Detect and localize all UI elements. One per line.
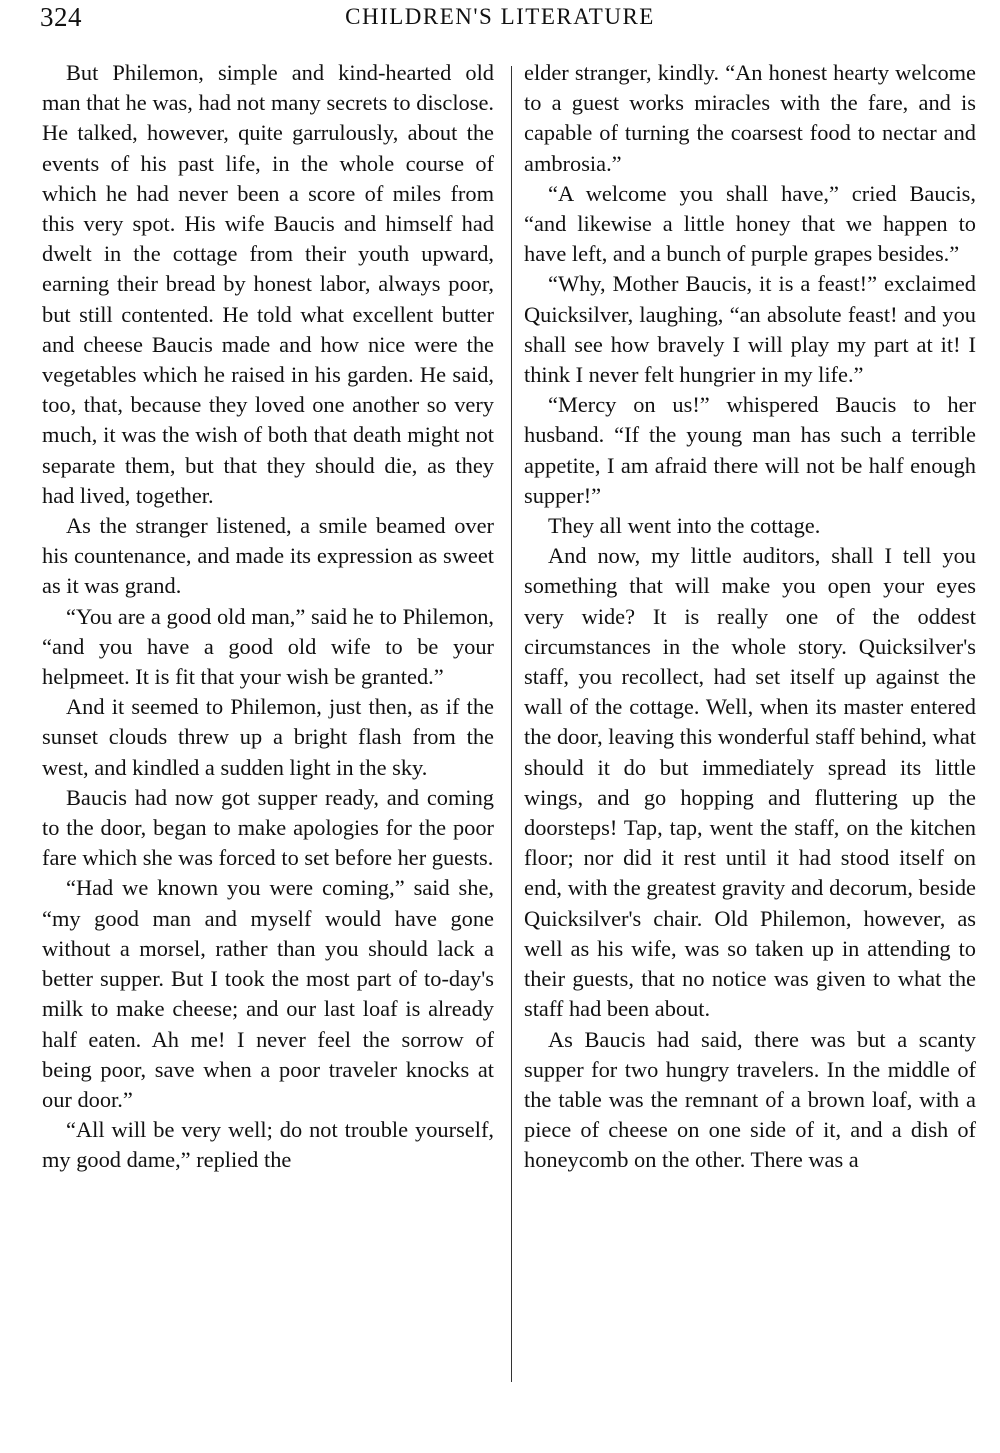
column-divider xyxy=(511,66,512,1382)
paragraph: Baucis had now got supper ready, and coming to the door, began to make apologies for the poor fare which she was forced to set before her guests. xyxy=(42,784,494,871)
paragraph: “Mercy on us!” whispered Baucis to her husband. “If the young man has such a terrible appetite, I am afraid there will not be half enough supper!” xyxy=(524,392,976,508)
left-column xyxy=(42,58,494,1176)
running-title: CHILDREN'S LITERATURE xyxy=(345,4,655,29)
paragraph: As Baucis had said, there was but a scanty supper for two hungry travelers. In the middle of the table was the remnant of a brown loaf, with a piece of cheese on one side of it, and a dish of honeycomb on the other. There was a xyxy=(524,1026,976,1173)
paragraph: As the stranger listened, a smile beamed over his countenance, and made its expression as sweet as it was grand. xyxy=(42,513,494,599)
paragraph: “You are a good old man,” said he to Philemon, “and you have a good old wife to be your helpmeet. It is fit that your wish be granted.” xyxy=(42,603,494,690)
paragraph: They all went into the cottage. xyxy=(548,513,821,539)
right-column xyxy=(524,58,976,1176)
paragraph: “All will be very well; do not trouble yourself, my good dame,” replied the xyxy=(42,1117,494,1173)
paragraph: But Philemon, simple and kind-hearted old man that he was, had not many secrets to disclose. He talked, however, quite garrulously, about the events of his past life, in the whole course of which he had never been a score of miles from this very spot. His wife Baucis and himself had dwelt in the cottage from their youth upward, earning their bread by honest labor, always poor, but still contented. He told what excellent butter and cheese Baucis made and how nice were the vegetables which he raised in his garden. He said, too, that, because they loved one another so very much, it was the wish of both that death might not separate them, but that they should die, as they had lived, together. xyxy=(42,60,494,508)
paragraph-continuation: elder stranger, kindly. “An honest hearty welcome to a guest works miracles with the fare, and is capable of turning the coarsest food to nectar and ambrosia.” xyxy=(524,60,976,176)
paragraph: And it seemed to Philemon, just then, as if the sunset clouds threw up a bright flash from the west, and kindled a sudden light in the sky. xyxy=(42,694,494,780)
paragraph: And now, my little auditors, shall I tell you something that will make you open your eyes very wide? It is really one of the oddest circumstances in the whole story. Quicksilver's staff, you recollect, had set itself up against the wall of the cottage. Well, when its master entered the door, leaving this wonderful staff behind, what should it do but immediately spread its little wings, and go hopping and fluttering up the doorsteps! Tap, tap, went the staff, on the kitchen floor; nor did it rest until it had stood itself on end, with the greatest gravity and decorum, beside Quicksilver's chair. Old Philemon, however, as well as his wife, was so taken up in attending to their guests, that no notice was given to what the staff had been about. xyxy=(524,543,976,1022)
paragraph: “A welcome you shall have,” cried Baucis, “and likewise a little honey that we happen to have left, and a bunch of purple grapes besides.” xyxy=(524,180,976,267)
page-number: 324 xyxy=(40,2,82,32)
paragraph: “Had we known you were coming,” said she, “my good man and myself would have gone without a morsel, rather than you should lack a better supper. But I took the most part of to-day's milk to make cheese; and our last loaf is already half eaten. Ah me! I never feel the sorrow of being poor, save when a poor traveler knocks at our door.” xyxy=(42,875,494,1112)
paragraph: “Why, Mother Baucis, it is a feast!” exclaimed Quicksilver, laughing, “an absolute feast! and you shall see how bravely I will play my part at it! I think I never felt hungrier in my life.” xyxy=(524,271,976,388)
